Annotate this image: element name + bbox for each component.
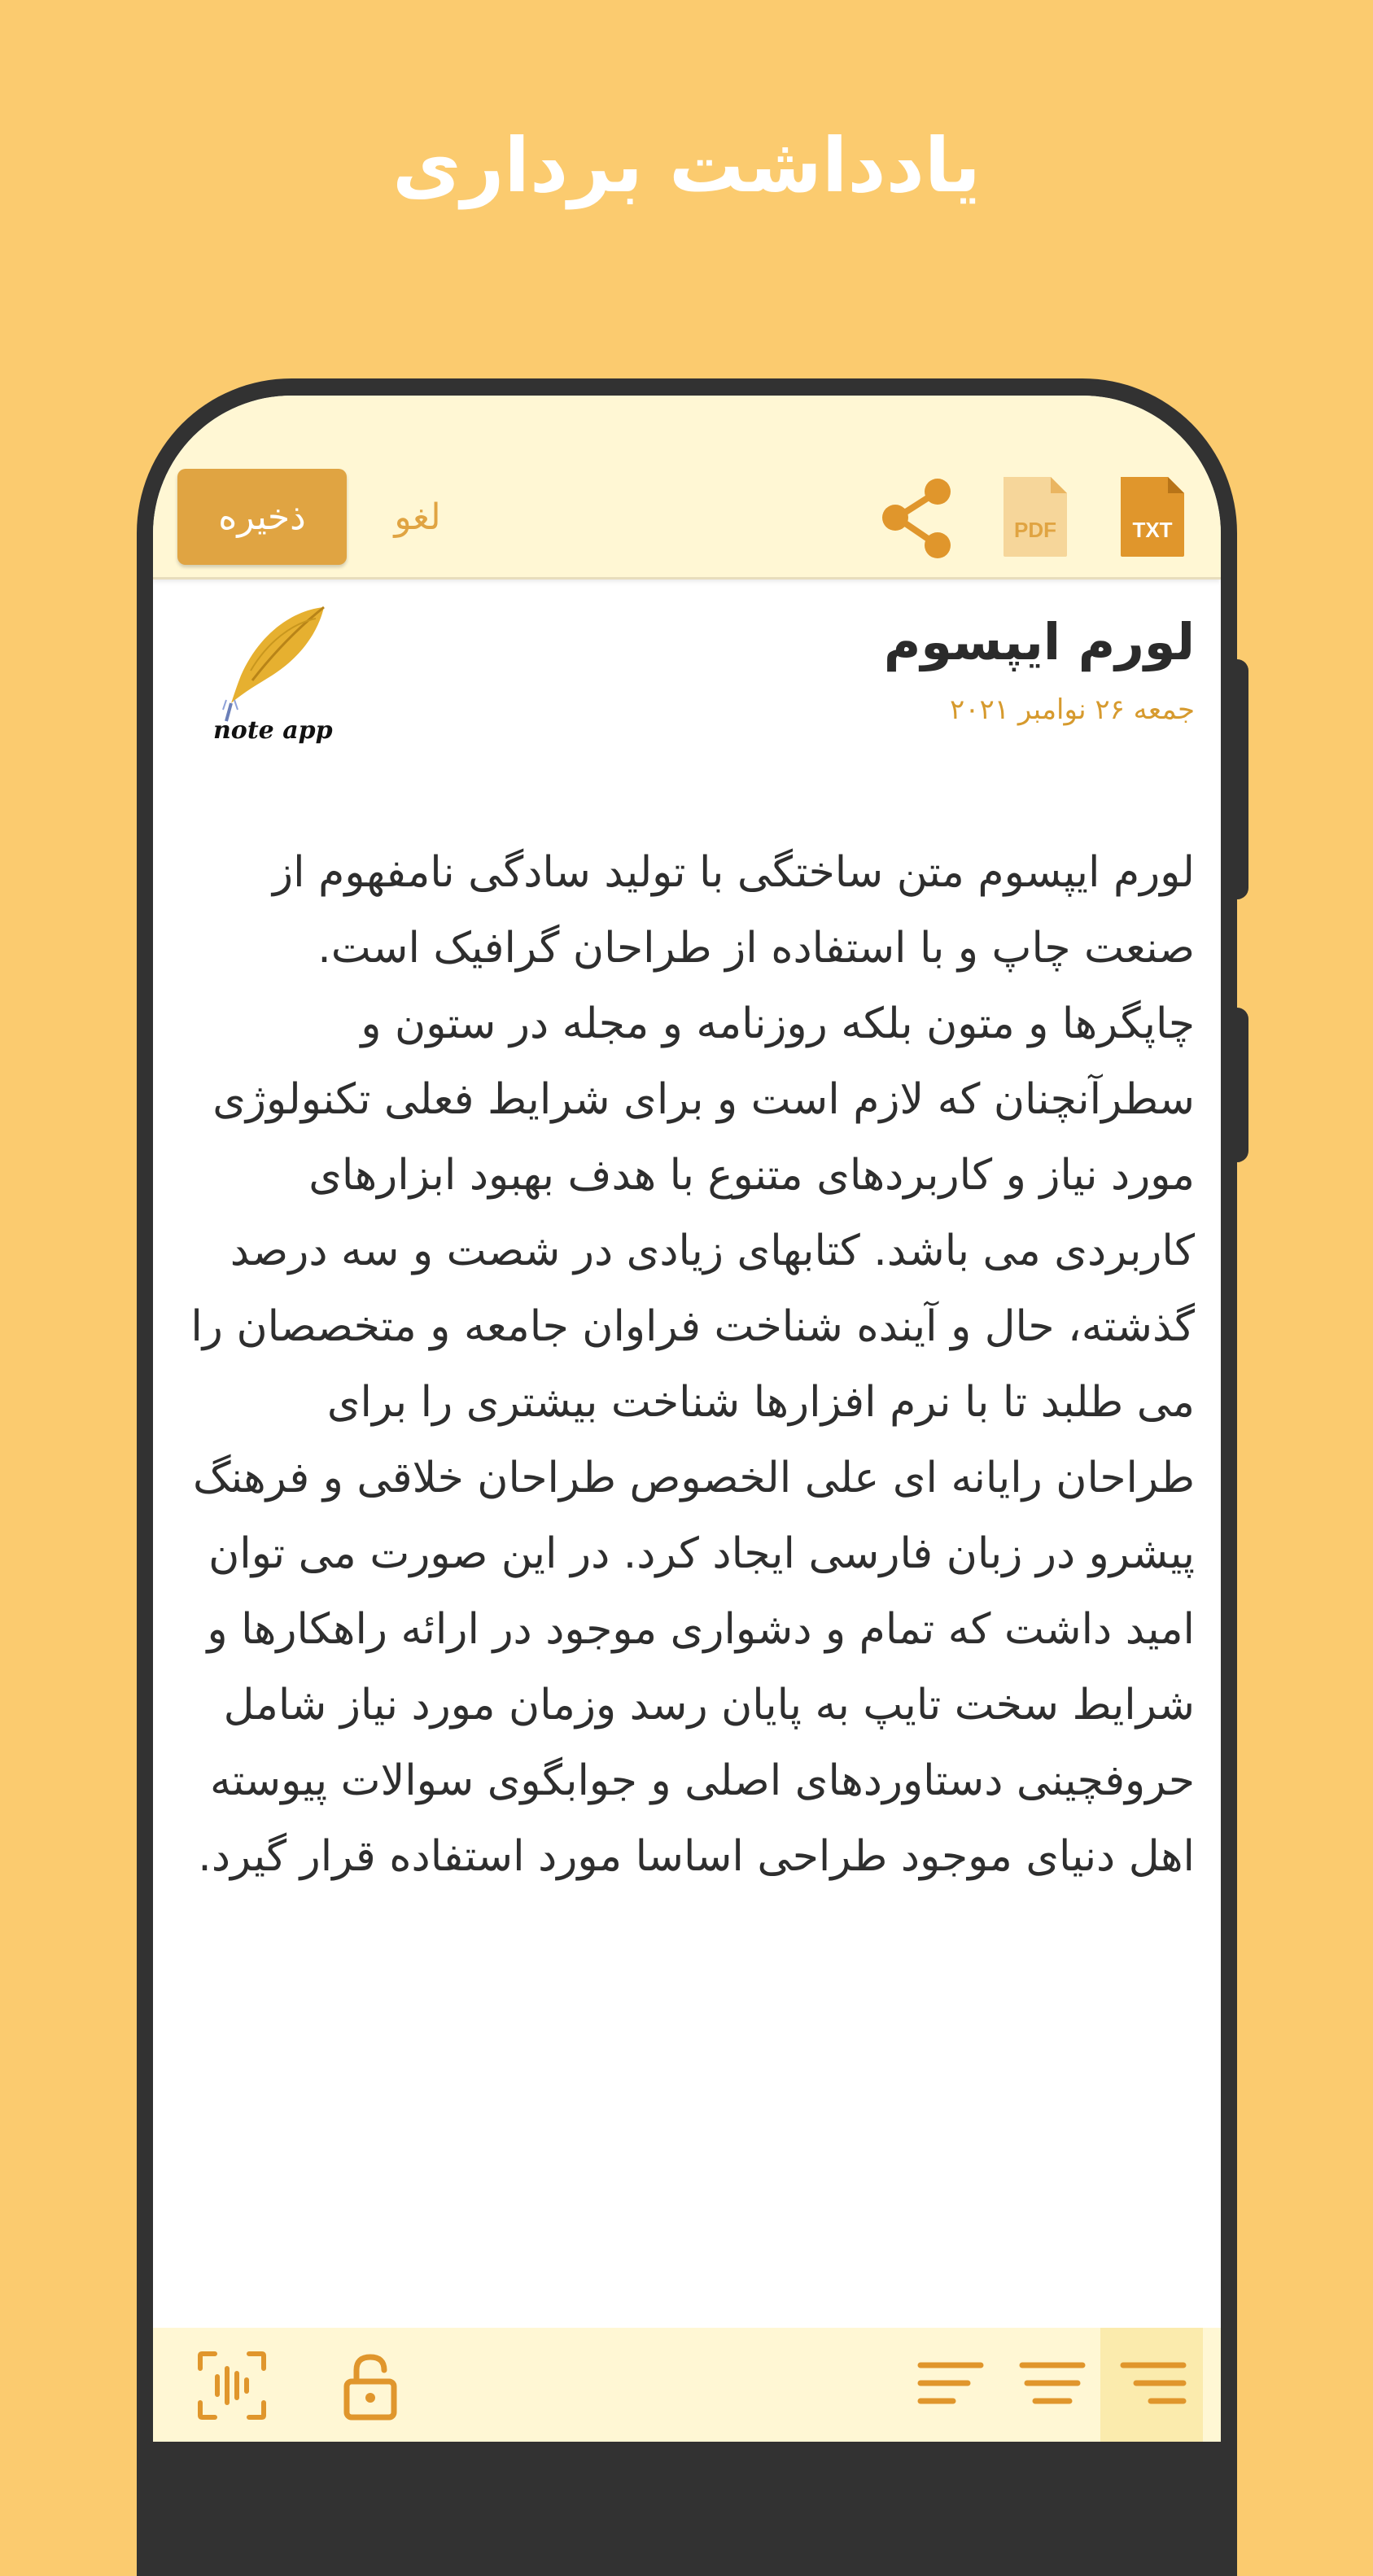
align-center-icon[interactable]	[1016, 2349, 1089, 2422]
pdf-file-icon[interactable]	[1000, 474, 1070, 560]
page-title: یادداشت برداری	[392, 122, 981, 209]
note-title[interactable]: لورم ایپسوم	[883, 612, 1195, 671]
cancel-button[interactable]: لغو	[394, 496, 441, 538]
logo-text: note app	[213, 716, 333, 745]
svg-text:PDF: PDF	[1014, 518, 1056, 542]
svg-text:TXT: TXT	[1132, 518, 1173, 542]
top-toolbar	[153, 396, 1221, 579]
voice-scan-icon[interactable]	[195, 2349, 269, 2422]
lock-icon[interactable]	[334, 2349, 407, 2422]
share-icon[interactable]	[877, 477, 955, 560]
txt-file-icon[interactable]	[1117, 474, 1187, 560]
align-left-icon[interactable]	[914, 2349, 987, 2422]
save-button[interactable]: ذخیره	[177, 469, 347, 565]
feather-icon	[202, 602, 340, 724]
app-logo	[202, 602, 340, 757]
bottom-toolbar	[153, 2328, 1221, 2442]
note-body-text[interactable]: لورم ایپسوم متن ساختگی با تولید سادگی نامفهوم از صنعت چاپ و با استفاده از طراحان گرافیک است. چاپگرها و متون بلکه روزنامه و مجله در ستون و سطرآنچنان که لازم است و برای شرایط فعلی تکنولوژی مورد نیاز و کاربردهای متنوع با هدف بهبود ابزارهای کاربردی می باشد. کتابهای زیادی در شصت و سه درصد گذشته، حال و آینده شناخت فراوان جامعه و متخصصان را می طلبد تا با نرم افزارها شناخت بیشتری را برای طراحان رایانه ای علی الخصوص طراحان خلاقی و فرهنگ پیشرو در زبان فارسی ایجاد کرد. در این صورت می توان امید داشت که تمام و دشواری موجود در ارائه راهکارها و شرایط سخت تایپ به پایان رسد وزمان مورد نیاز شامل حروفچینی دستاوردهای اصلی و جوابگوی سوالات پیوسته اهل دنیای موجود طراحی اساسا مورد استفاده قرار گیرد.	[190, 848, 1195, 1881]
app-screen	[153, 396, 1221, 2442]
align-right-icon[interactable]	[1117, 2349, 1190, 2422]
phone-side-button	[1234, 1008, 1248, 1162]
phone-side-button	[1234, 659, 1248, 899]
note-header	[153, 579, 1221, 791]
note-date: جمعه ۲۶ نوامبر ۲۰۲۱	[949, 693, 1195, 726]
